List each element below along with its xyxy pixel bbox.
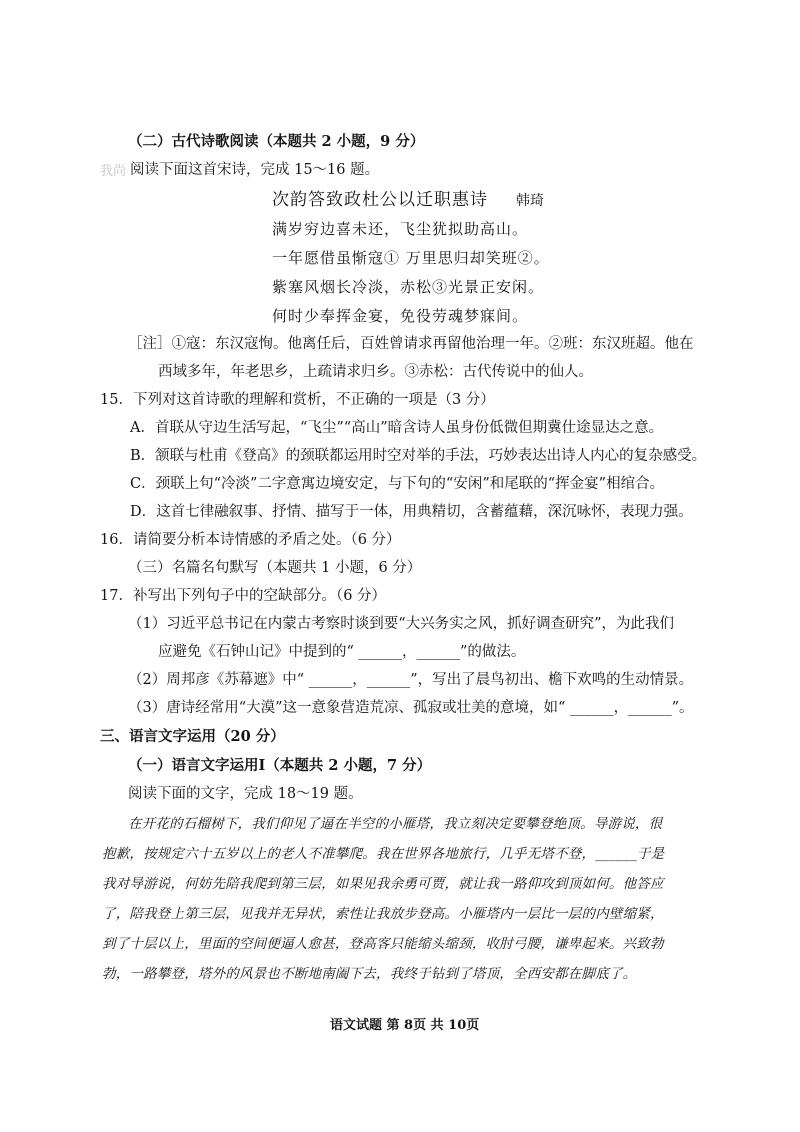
poem-line-2: 一年愿借虽惭寇① 万里思归却笑班②。 [272,249,550,267]
q16-stem: 16．请简要分析本诗情感的矛盾之处。（6 分） [100,532,401,548]
q17-item-1: （1）习近平总书记在内蒙古考察时谈到要“大兴务实之风，抓好调查研究”，为此我们 [128,616,675,632]
passage-line-3: 我对导游说，何妨先陪我爬到第三层，如果见我余勇可贾，就让我一路仰攻到顶如何。他答应 [102,876,664,892]
q15-option-c: C．颈联上句“冷淡”二字意寓边境安定，与下句的“安闲”和尾联的“挥金宴”相绾合。 [130,476,665,492]
part-3-heading: 三、语言文字运用（20 分） [100,728,285,745]
section-2-intro: 阅读下面这首宋诗，完成 15～16 题。 [130,162,380,178]
note-line-2: 西域多年，年老思乡，上疏请求归乡。③赤松：古代传说中的仙人。 [158,364,593,380]
poem-line-4: 何时少奉挥金宴，免役劳魂梦寐间。 [272,307,529,325]
q17-item-1-cont: 应避免《石钟山记》中提到的“ ______，______”的做法。 [158,644,526,660]
passage-line-4: 了，陪我登上第三层，见我并无异状，索性让我放步登高。小雁塔内一层比一层的内壁缩紧， [102,906,664,922]
q17-stem: 17．补写出下列句子中的空缺部分。（6 分） [100,588,387,604]
poem-title: 次韵答致政杜公以迁职惠诗 [272,190,488,210]
part-3-intro: 阅读下面的文字，完成 18～19 题。 [128,786,363,802]
q15-option-d: D．这首七律融叙事、抒情、描写于一体，用典精切，含蓄蕴藉，深沉咏怀，表现力强。 [130,504,693,520]
section-2-heading: （二）古代诗歌阅读（本题共 2 小题，9 分） [128,133,425,150]
passage-line-1: 在开花的石榴树下，我们仰见了逼在半空的小雁塔，我立刻决定要攀登绝顶。导游说，很 [128,816,663,832]
q15-stem: 15．下列对这首诗歌的理解和赏析，不正确的一项是（3 分） [100,392,495,408]
q15-option-a: A．首联从守边生活写起，“飞尘”“高山”暗含诗人虽身份低微但期冀仕途显达之意。 [130,420,664,436]
q15-option-b: B．颔联与杜甫《登高》的颈联都运用时空对举的手法，巧妙表达出诗人内心的复杂感受。 [130,448,707,464]
section-3-heading: （三）名篇名句默写（本题共 1 小题，6 分） [128,560,422,576]
note-line-1: ［注］①寇：东汉寇恂。他离任后，百姓曾请求再留他治理一年。②班：东汉班超。他在 [128,336,694,352]
q17-item-2: （2）周邦彦《苏幕遮》中“ ______，______”，写出了晨鸟初出、檐下欢鸣的生动情景。 [128,672,694,688]
q17-item-3: （3）唐诗经常用“大漠”这一意象营造荒凉、孤寂或壮美的意境，如“ ______，______”。 [128,700,694,716]
passage-line-5: 到了十层以上，里面的空间便逼人愈甚，登高客只能缩头缩颈，收肘弓腰，谦卑起来。兴致勃 [102,936,664,952]
passage-line-6: 勃，一路攀登，塔外的风景也不断地南阖下去，我终于钻到了塔顶，全西安都在脚底了。 [102,966,637,982]
part-3-sub-heading: （一）语言文字运用Ⅰ（本题共 2 小题，7 分） [128,757,432,774]
page-footer: 语文试题 第 8页 共 10页 [330,1018,480,1033]
passage-line-2: 抱歉，按规定六十五岁以上的老人不准攀爬。我在世界各地旅行，几乎无塔不登，______于是 [102,846,665,862]
poem-line-3: 紫塞风烟长冷淡，赤松③光景正安闲。 [272,278,545,296]
poem-author: 韩琦 [516,193,544,209]
poem-line-1: 满岁穷边喜未还，飞尘犹拟助高山。 [272,220,529,238]
scan-stain-text: 我尚 [100,164,127,179]
